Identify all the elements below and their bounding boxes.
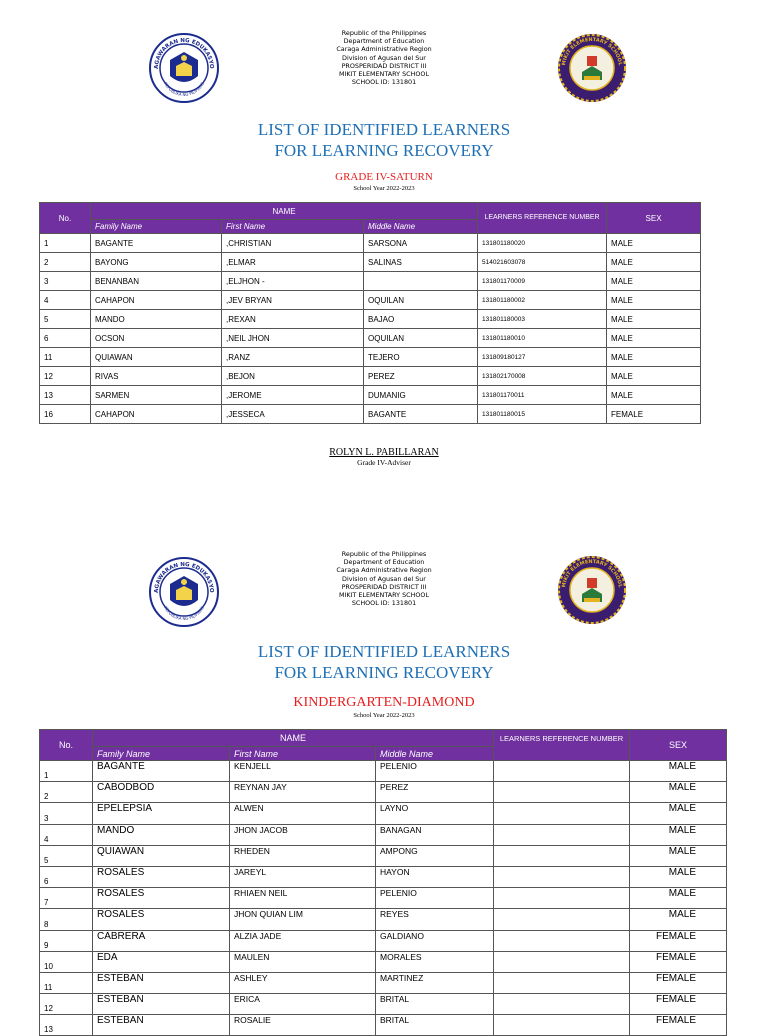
col-name: NAME (91, 203, 478, 220)
cell-first-name: RHIAEN NEIL (230, 888, 376, 909)
cell-sex: FEMALE (630, 951, 727, 972)
cell-first-name: ,NEIL JHON (222, 329, 364, 348)
learners-table (39, 729, 727, 1036)
cell-no: 11 (40, 972, 93, 993)
learners-table (39, 202, 701, 424)
document-title (0, 641, 768, 683)
header-line: Caraga Administrative Region (336, 45, 432, 54)
cell-sex: MALE (630, 845, 727, 866)
header-line: Republic of the Philippines (341, 29, 427, 37)
table-row (40, 329, 701, 348)
cell-middle-name: SALINAS (364, 253, 478, 272)
cell-lrn: 131802170008 (478, 367, 607, 386)
cell-no: 3 (40, 803, 93, 824)
title-line-1: LIST OF IDENTIFIED LEARNERS (257, 642, 511, 661)
header-line: Department of Education (343, 558, 425, 567)
svg-text:MIKIT ELEMENTARY SCHOOL: MIKIT ELEMENTARY SCHOOL (561, 36, 623, 66)
cell-middle-name: BRITAL (376, 994, 494, 1015)
cell-middle-name: OQUILAN (364, 329, 478, 348)
cell-sex: MALE (607, 367, 701, 386)
cell-lrn: 131801180010 (478, 329, 607, 348)
cell-middle-name: AMPONG (376, 845, 494, 866)
header-line: MIKIT ELEMENTARY SCHOOL (338, 70, 430, 79)
cell-first-name: ,RANZ (222, 348, 364, 367)
cell-sex: MALE (630, 866, 727, 887)
cell-no: 13 (40, 1015, 93, 1036)
header-line: PROSPERIDAD DISTRICT III (341, 61, 427, 70)
cell-middle-name: REYES (376, 909, 494, 930)
svg-text:MIKIT ELEMENTARY SCHOOL: MIKIT ELEMENTARY SCHOOL (561, 558, 623, 588)
cell-family-name: EPELEPSIA (93, 803, 230, 824)
cell-first-name: REYNAN JAY (230, 782, 376, 803)
svg-text:REPUBLIKA NG PILIPINAS: REPUBLIKA NG PILIPINAS (163, 81, 205, 98)
cell-lrn (494, 845, 630, 866)
table-row (40, 845, 727, 866)
cell-first-name: ,JEV BRYAN (222, 291, 364, 310)
col-lrn: LEARNERS REFERENCE NUMBER (494, 730, 630, 761)
header-line: Division of Agusan del Sur (342, 574, 426, 583)
cell-lrn (494, 803, 630, 824)
cell-lrn: 131801180020 (478, 234, 607, 253)
cell-no: 8 (40, 909, 93, 930)
cell-middle-name: OQUILAN (364, 291, 478, 310)
cell-middle-name: PEREZ (376, 782, 494, 803)
cell-first-name: ,ELMAR (222, 253, 364, 272)
cell-middle-name: GALDIANO (376, 930, 494, 951)
cell-lrn (494, 824, 630, 845)
cell-sex: FEMALE (630, 972, 727, 993)
cell-first-name: ROSALIE (230, 1015, 376, 1036)
cell-sex: MALE (630, 888, 727, 909)
cell-family-name: BAGANTE (93, 761, 230, 782)
cell-sex: MALE (607, 253, 701, 272)
cell-lrn: 131801170011 (478, 386, 607, 405)
col-sex: SEX (630, 730, 727, 761)
deped-seal-icon (148, 556, 220, 628)
col-middle: Middle Name (364, 220, 478, 234)
cell-sex: MALE (607, 386, 701, 405)
table-row (40, 234, 701, 253)
header-line: PROSPERIDAD DISTRICT III (341, 582, 427, 591)
table-row (40, 405, 701, 424)
cell-lrn (494, 930, 630, 951)
cell-middle-name: HAYON (376, 866, 494, 887)
cell-no: 4 (40, 291, 91, 310)
col-first: First Name (230, 747, 376, 761)
title-line-2: FOR LEARNING RECOVERY (274, 663, 494, 682)
col-no: No. (40, 730, 93, 761)
cell-sex: FEMALE (630, 1015, 727, 1036)
cell-no: 12 (40, 367, 91, 386)
cell-middle-name: BAGANTE (364, 405, 478, 424)
cell-first-name: KENJELL (230, 761, 376, 782)
cell-family-name: ESTEBAN (93, 972, 230, 993)
col-lrn: LEARNERS REFERENCE NUMBER (478, 203, 607, 234)
cell-no: 1 (40, 234, 91, 253)
cell-lrn: 131801180002 (478, 291, 607, 310)
cell-no: 6 (40, 866, 93, 887)
header-line: Department of Education (343, 37, 425, 46)
table-row (40, 253, 701, 272)
table-row (40, 888, 727, 909)
cell-lrn (494, 972, 630, 993)
cell-family-name: ROSALES (93, 888, 230, 909)
cell-sex: MALE (607, 291, 701, 310)
cell-family-name: QUIAWAN (91, 348, 222, 367)
cell-no: 12 (40, 994, 93, 1015)
table-row (40, 386, 701, 405)
cell-lrn (494, 1015, 630, 1036)
cell-first-name: ,REXAN (222, 310, 364, 329)
cell-family-name: MANDO (93, 824, 230, 845)
cell-middle-name: BAJAO (364, 310, 478, 329)
cell-sex: MALE (607, 234, 701, 253)
cell-middle-name: SARSONA (364, 234, 478, 253)
col-sex: SEX (607, 203, 701, 234)
table-row (40, 348, 701, 367)
adviser-name: ROLYN L. PABILLARAN (329, 447, 439, 458)
cell-lrn (494, 951, 630, 972)
col-family: Family Name (93, 747, 230, 761)
header-line: Republic of the Philippines (341, 550, 427, 558)
cell-family-name: QUIAWAN (93, 845, 230, 866)
cell-middle-name: MORALES (376, 951, 494, 972)
table-row (40, 291, 701, 310)
cell-no: 9 (40, 930, 93, 951)
cell-lrn (494, 888, 630, 909)
cell-sex: MALE (630, 824, 727, 845)
cell-family-name: BAYONG (91, 253, 222, 272)
cell-first-name: ALWEN (230, 803, 376, 824)
adviser-role: Grade IV-Adviser (357, 458, 411, 467)
cell-family-name: CABRERA (93, 930, 230, 951)
cell-first-name: JHON JACOB (230, 824, 376, 845)
cell-no: 7 (40, 888, 93, 909)
cell-family-name: ROSALES (93, 866, 230, 887)
cell-family-name: CAHAPON (91, 405, 222, 424)
cell-no: 2 (40, 253, 91, 272)
cell-middle-name: BANAGAN (376, 824, 494, 845)
cell-middle-name: BRITAL (376, 1015, 494, 1036)
cell-lrn: 131809180127 (478, 348, 607, 367)
table-row (40, 782, 727, 803)
cell-sex: MALE (607, 272, 701, 291)
cell-first-name: ASHLEY (230, 972, 376, 993)
school-year: School Year 2022-2023 (353, 712, 415, 719)
cell-no: 5 (40, 310, 91, 329)
cell-lrn: 131801170009 (478, 272, 607, 291)
cell-no: 4 (40, 824, 93, 845)
cell-family-name: ESTEBAN (93, 994, 230, 1015)
cell-middle-name: PELENIO (376, 761, 494, 782)
cell-family-name: BAGANTE (91, 234, 222, 253)
cell-middle-name: PELENIO (376, 888, 494, 909)
table-row (40, 972, 727, 993)
document-title (0, 119, 768, 161)
header-line: Division of Agusan del Sur (342, 53, 426, 62)
col-no: No. (40, 203, 91, 234)
school-seal-icon (556, 554, 628, 626)
adviser-signature (0, 447, 768, 467)
cell-first-name: ,CHRISTIAN (222, 234, 364, 253)
cell-first-name: ,JEROME (222, 386, 364, 405)
cell-first-name: JHON QUIAN LIM (230, 909, 376, 930)
header-line: MIKIT ELEMENTARY SCHOOL (338, 591, 430, 600)
cell-middle-name: MARTINEZ (376, 972, 494, 993)
cell-family-name: ESTEBAN (93, 1015, 230, 1036)
cell-family-name: CABODBOD (93, 782, 230, 803)
cell-first-name: ,BEJON (222, 367, 364, 386)
cell-sex: FEMALE (630, 994, 727, 1015)
cell-family-name: BENANBAN (91, 272, 222, 291)
cell-lrn (494, 994, 630, 1015)
cell-middle-name: LAYNO (376, 803, 494, 824)
cell-family-name: RIVAS (91, 367, 222, 386)
table-row (40, 310, 701, 329)
table-row (40, 909, 727, 930)
col-middle: Middle Name (376, 747, 494, 761)
cell-no: 6 (40, 329, 91, 348)
cell-no: 3 (40, 272, 91, 291)
cell-sex: MALE (607, 329, 701, 348)
title-line-1: LIST OF IDENTIFIED LEARNERS (257, 120, 511, 139)
table-row (40, 930, 727, 951)
table-row (40, 994, 727, 1015)
header-line: Caraga Administrative Region (336, 566, 432, 575)
table-row (40, 1015, 727, 1036)
svg-text:REPUBLIKA NG PILIPINAS: REPUBLIKA NG PILIPINAS (163, 605, 205, 622)
cell-first-name: ERICA (230, 994, 376, 1015)
col-first: First Name (222, 220, 364, 234)
table-row (40, 761, 727, 782)
school-seal-icon (556, 32, 628, 104)
table-row (40, 367, 701, 386)
col-name: NAME (93, 730, 494, 747)
cell-no: 13 (40, 386, 91, 405)
cell-family-name: EDA (93, 951, 230, 972)
cell-no: 5 (40, 845, 93, 866)
cell-no: 1 (40, 761, 93, 782)
cell-sex: FEMALE (607, 405, 701, 424)
school-header (250, 29, 518, 86)
table-row (40, 824, 727, 845)
table-row (40, 272, 701, 291)
table-row (40, 951, 727, 972)
cell-lrn: 514021603078 (478, 253, 607, 272)
cell-middle-name: TEJERO (364, 348, 478, 367)
cell-family-name: SARMEN (91, 386, 222, 405)
cell-sex: MALE (630, 803, 727, 824)
cell-family-name: MANDO (91, 310, 222, 329)
cell-no: 10 (40, 951, 93, 972)
cell-no: 11 (40, 348, 91, 367)
grade-label: KINDERGARTEN-DIAMOND (293, 695, 475, 710)
svg-text:KAGAWARAN NG EDUKASYON: AGAWARAN NG EDUKASYO (153, 561, 215, 594)
col-family: Family Name (91, 220, 222, 234)
table-row (40, 803, 727, 824)
cell-sex: MALE (607, 348, 701, 367)
cell-middle-name (364, 272, 478, 291)
table-row (40, 866, 727, 887)
cell-sex: MALE (630, 909, 727, 930)
cell-family-name: ROSALES (93, 909, 230, 930)
school-year: School Year 2022-2023 (353, 185, 415, 192)
header-line: SCHOOL ID: 131801 (351, 78, 417, 87)
cell-first-name: JAREYL (230, 866, 376, 887)
cell-lrn (494, 909, 630, 930)
cell-first-name: MAULEN (230, 951, 376, 972)
cell-family-name: CAHAPON (91, 291, 222, 310)
cell-no: 2 (40, 782, 93, 803)
cell-lrn: 131801180015 (478, 405, 607, 424)
cell-sex: MALE (630, 761, 727, 782)
cell-sex: MALE (630, 782, 727, 803)
cell-lrn (494, 761, 630, 782)
cell-first-name: ,ELJHON - (222, 272, 364, 291)
cell-middle-name: PEREZ (364, 367, 478, 386)
cell-middle-name: DUMANIG (364, 386, 478, 405)
cell-first-name: ,JESSECA (222, 405, 364, 424)
cell-sex: MALE (607, 310, 701, 329)
grade-iv-section (0, 0, 768, 500)
cell-sex: FEMALE (630, 930, 727, 951)
cell-lrn (494, 866, 630, 887)
svg-text:KAGAWARAN NG EDUKASYON: AGAWARAN NG EDUKASYO (153, 37, 215, 70)
deped-seal-icon (148, 32, 220, 104)
cell-family-name: OCSON (91, 329, 222, 348)
cell-first-name: RHEDEN (230, 845, 376, 866)
title-line-2: FOR LEARNING RECOVERY (274, 141, 494, 160)
cell-no: 16 (40, 405, 91, 424)
grade-label: GRADE IV-SATURN (335, 171, 433, 183)
cell-first-name: ALZIA JADE (230, 930, 376, 951)
cell-lrn (494, 782, 630, 803)
cell-lrn: 131801180003 (478, 310, 607, 329)
header-line: SCHOOL ID: 131801 (351, 599, 417, 608)
school-header (250, 550, 518, 607)
